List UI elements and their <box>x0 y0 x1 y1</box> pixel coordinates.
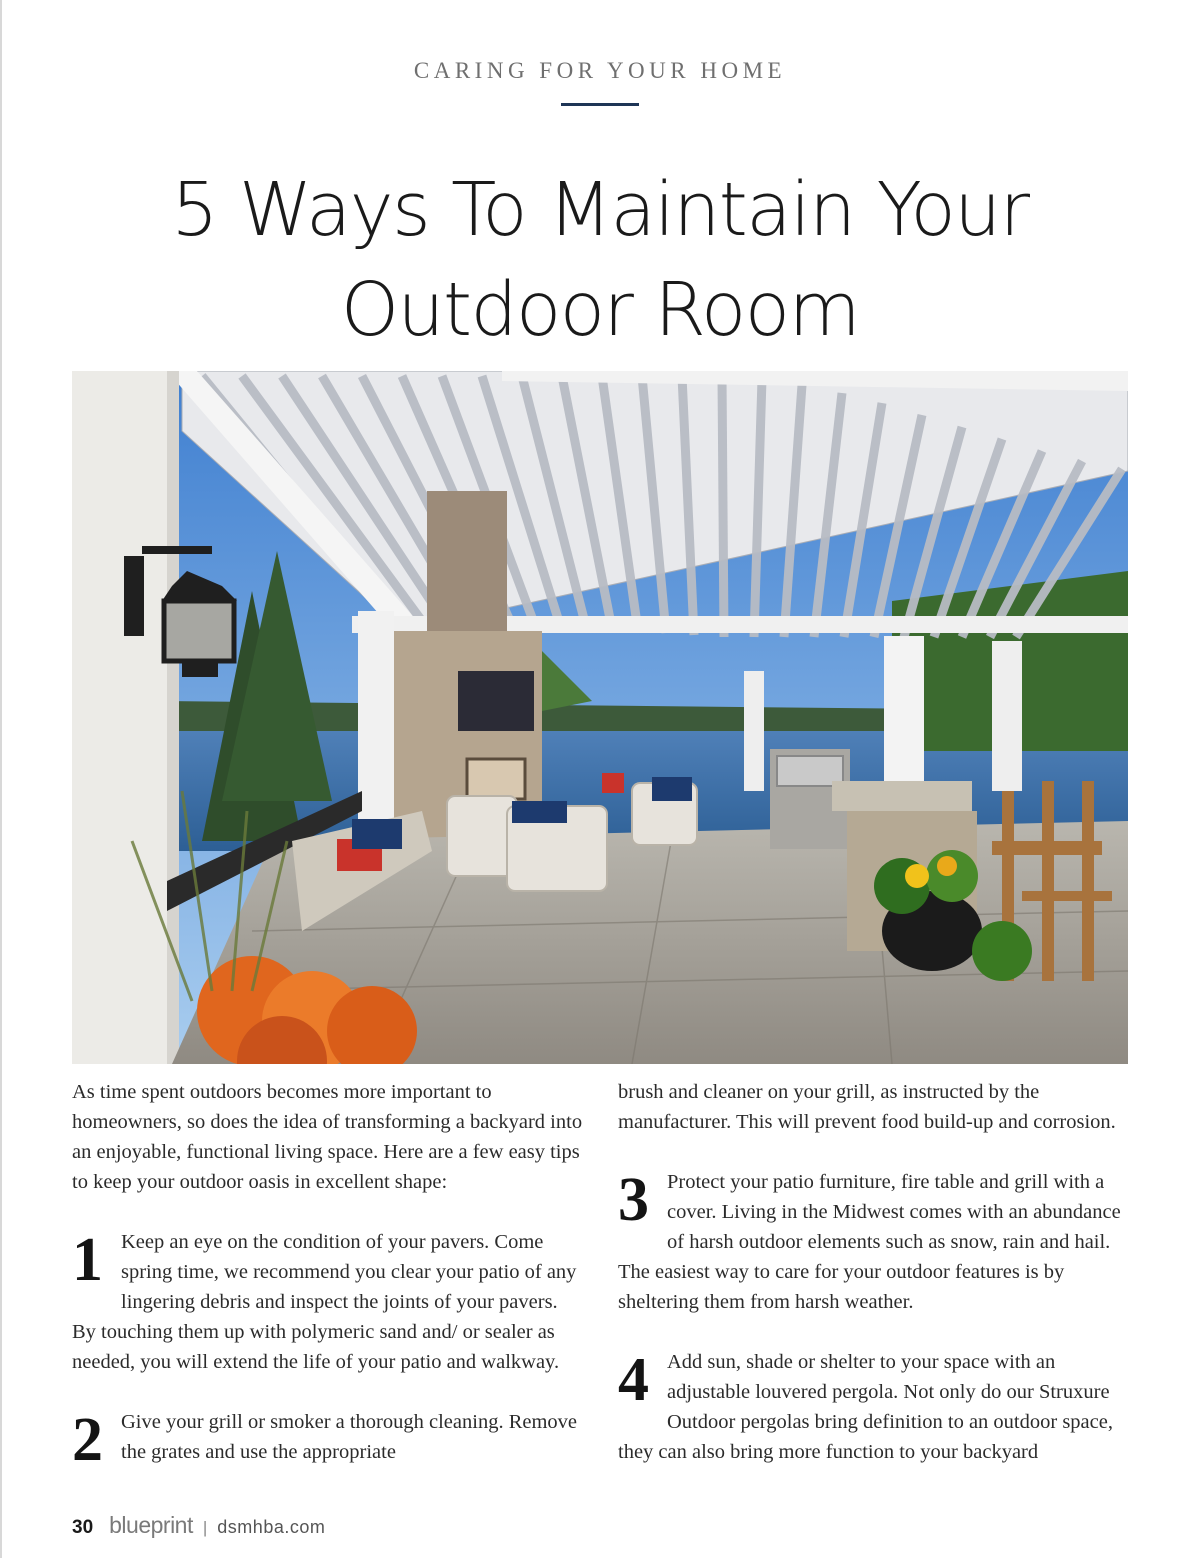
tip-1-text: Keep an eye on the condition of your pavers. Come spring time, we recommend you clear your patio of any lingering debris and inspect the joints of your pavers. By touching them up with polymeric sand and/ or sealer as needed, you will extend the life of your patio and walkway. <box>72 1231 577 1373</box>
footer-website: dsmhba.com <box>217 1517 326 1537</box>
article-column-right <box>618 1077 1130 1467</box>
tip-3-number: 3 <box>618 1166 649 1234</box>
footer-separator: | <box>202 1518 208 1537</box>
title-line-1: 5 Ways To Maintain Your <box>171 167 1029 253</box>
tip-2-continued: brush and cleaner on your grill, as instructed by the manufacturer. This will prevent food build-up and corrosion. <box>618 1081 1116 1133</box>
tip-4-number: 4 <box>618 1346 649 1414</box>
tip-3-text: Protect your patio furniture, fire table and grill with a cover. Living in the Midwest comes with an abundance of harsh outdoor elements such as snow, rain and hail. The easiest way to care for your outdoor features is by sheltering them from harsh weather. <box>618 1171 1121 1313</box>
article-column-left <box>72 1077 584 1474</box>
kicker-rule <box>561 103 639 106</box>
intro-paragraph: As time spent outdoors becomes more important to homeowners, so does the idea of transforming a backyard into an enjoyable, functional living space. Here are a few easy tips to keep your outdoor oasis in excellent shape: <box>72 1081 583 1193</box>
tip-1 <box>72 1227 584 1377</box>
article-title <box>60 160 1140 360</box>
magazine-brand: blueprint <box>109 1512 193 1538</box>
tip-2-text: Give your grill or smoker a thorough cleaning. Remove the grates and use the appropriate <box>121 1411 578 1463</box>
page-edge <box>0 0 2 1558</box>
title-line-2: Outdoor Room <box>340 267 860 353</box>
hero-photo-outdoor-room <box>72 371 1128 1064</box>
tip-3 <box>618 1167 1130 1317</box>
tip-2 <box>72 1406 584 1474</box>
section-kicker: CARING FOR YOUR HOME <box>413 58 787 83</box>
tip-4-text: Add sun, shade or shelter to your space with an adjustable louvered pergola. Not only do our Struxure Outdoor pergolas bring definition to an outdoor space, they can also bring more function to your backyard <box>618 1351 1113 1463</box>
tip-2-number: 2 <box>72 1406 103 1474</box>
tip-1-number: 1 <box>72 1226 103 1294</box>
tip-4 <box>618 1347 1130 1467</box>
page-number: 30 <box>72 1517 94 1538</box>
page-footer <box>72 1512 325 1542</box>
